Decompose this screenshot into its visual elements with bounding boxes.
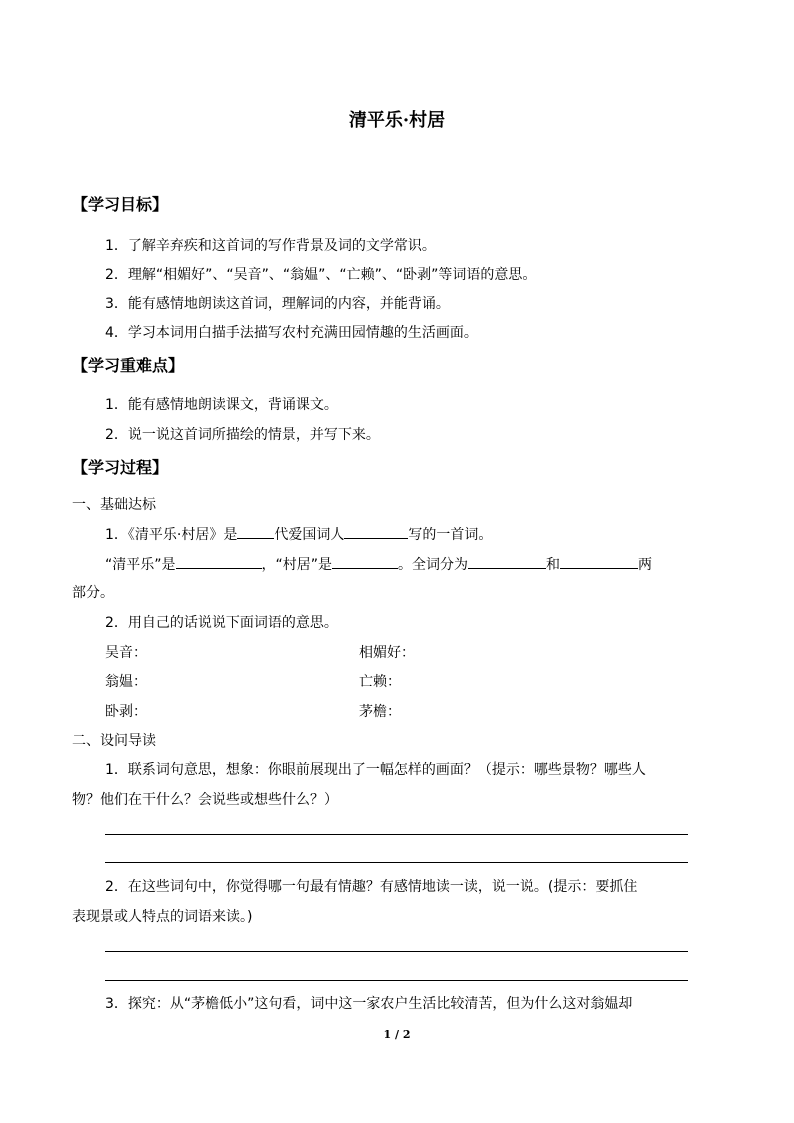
part1-heading: 一、基础达标: [72, 497, 156, 513]
word-xiangmeihao: 相媚好：: [359, 645, 415, 661]
answer-blank-cunju[interactable]: [332, 553, 398, 569]
goal-item-3: 3．能有感情地朗读这首词，理解词的内容，并能背诵。: [105, 296, 450, 312]
key-point-2: 2．说一说这首词所描绘的情景，并写下来。: [105, 427, 380, 443]
answer-blank-poet[interactable]: [344, 523, 408, 539]
part2-heading: 二、设问导读: [72, 733, 156, 749]
answer-line[interactable]: [105, 980, 688, 981]
answer-line[interactable]: [105, 862, 688, 863]
word-maoyan: 茅檐：: [359, 704, 401, 720]
q1-text-f: 。全词分为: [398, 557, 469, 573]
section-heading-key-points: 【学习重难点】: [72, 356, 185, 375]
part2-q2-line1: 2．在这些词句中，你觉得哪一句最有情趣？有感情地读一读，说一说。(提示：要抓住: [105, 879, 638, 895]
answer-blank-dynasty[interactable]: [237, 523, 274, 539]
page-number: 1 / 2: [383, 1028, 411, 1041]
answer-line[interactable]: [105, 951, 688, 952]
part1-q1-line3: 部分。: [72, 585, 114, 601]
goal-item-4: 4．学习本词用白描手法描写农村充满田园情趣的生活画面。: [105, 325, 478, 341]
q1-text-d: “清平乐”是: [105, 557, 176, 573]
q1-text-c: 写的一首词。: [408, 527, 493, 543]
word-wobo: 卧剥：: [105, 704, 147, 720]
q1-text-g: 和: [546, 557, 561, 573]
part2-q1-line1: 1．联系词句意思，想象：你眼前展现出了一幅怎样的画面？（提示：哪些景物？哪些人: [105, 762, 646, 778]
word-wanglai: 亡赖：: [359, 674, 401, 690]
q1-text-e: ，“村居”是: [261, 557, 333, 573]
q1-text-a: 1．《清平乐·村居》是: [105, 527, 238, 543]
part1-q2: 2．用自己的话说说下面词语的意思。: [105, 615, 338, 631]
word-wengao: 翁媪：: [105, 674, 147, 690]
goal-item-2: 2．理解“相媚好”、“吴音”、“翁媪”、“亡赖”、“卧剥”等词语的意思。: [105, 267, 537, 283]
answer-blank-part-one[interactable]: [468, 553, 546, 569]
word-wuyin: 吴音：: [105, 645, 147, 661]
part2-q2-line2: 表现景或人特点的词语来读。): [72, 909, 253, 925]
answer-blank-qingpingle[interactable]: [176, 553, 262, 569]
key-point-1: 1．能有感情地朗读课文，背诵课文。: [105, 397, 338, 413]
goal-item-1: 1．了解辛弃疾和这首词的写作背景及词的文学常识。: [105, 238, 436, 254]
part1-q1-line1: [105, 523, 492, 544]
part1-q1-line2: [105, 553, 652, 574]
section-heading-goals: 【学习目标】: [72, 195, 169, 214]
answer-line[interactable]: [105, 834, 688, 835]
q1-text-h: 两: [638, 557, 653, 573]
answer-blank-part-two[interactable]: [560, 553, 638, 569]
part2-q1-line2: 物？他们在干什么？会说些或想些什么？）: [72, 792, 338, 808]
page-title: 清平乐·村居: [348, 110, 446, 131]
part2-q3-line1: 3．探究：从“茅檐低小”这句看，词中这一家农户生活比较清苦，但为什么这对翁媪却: [105, 996, 633, 1012]
q1-text-b: 代爱国词人: [274, 527, 345, 543]
section-heading-process: 【学习过程】: [72, 458, 169, 477]
